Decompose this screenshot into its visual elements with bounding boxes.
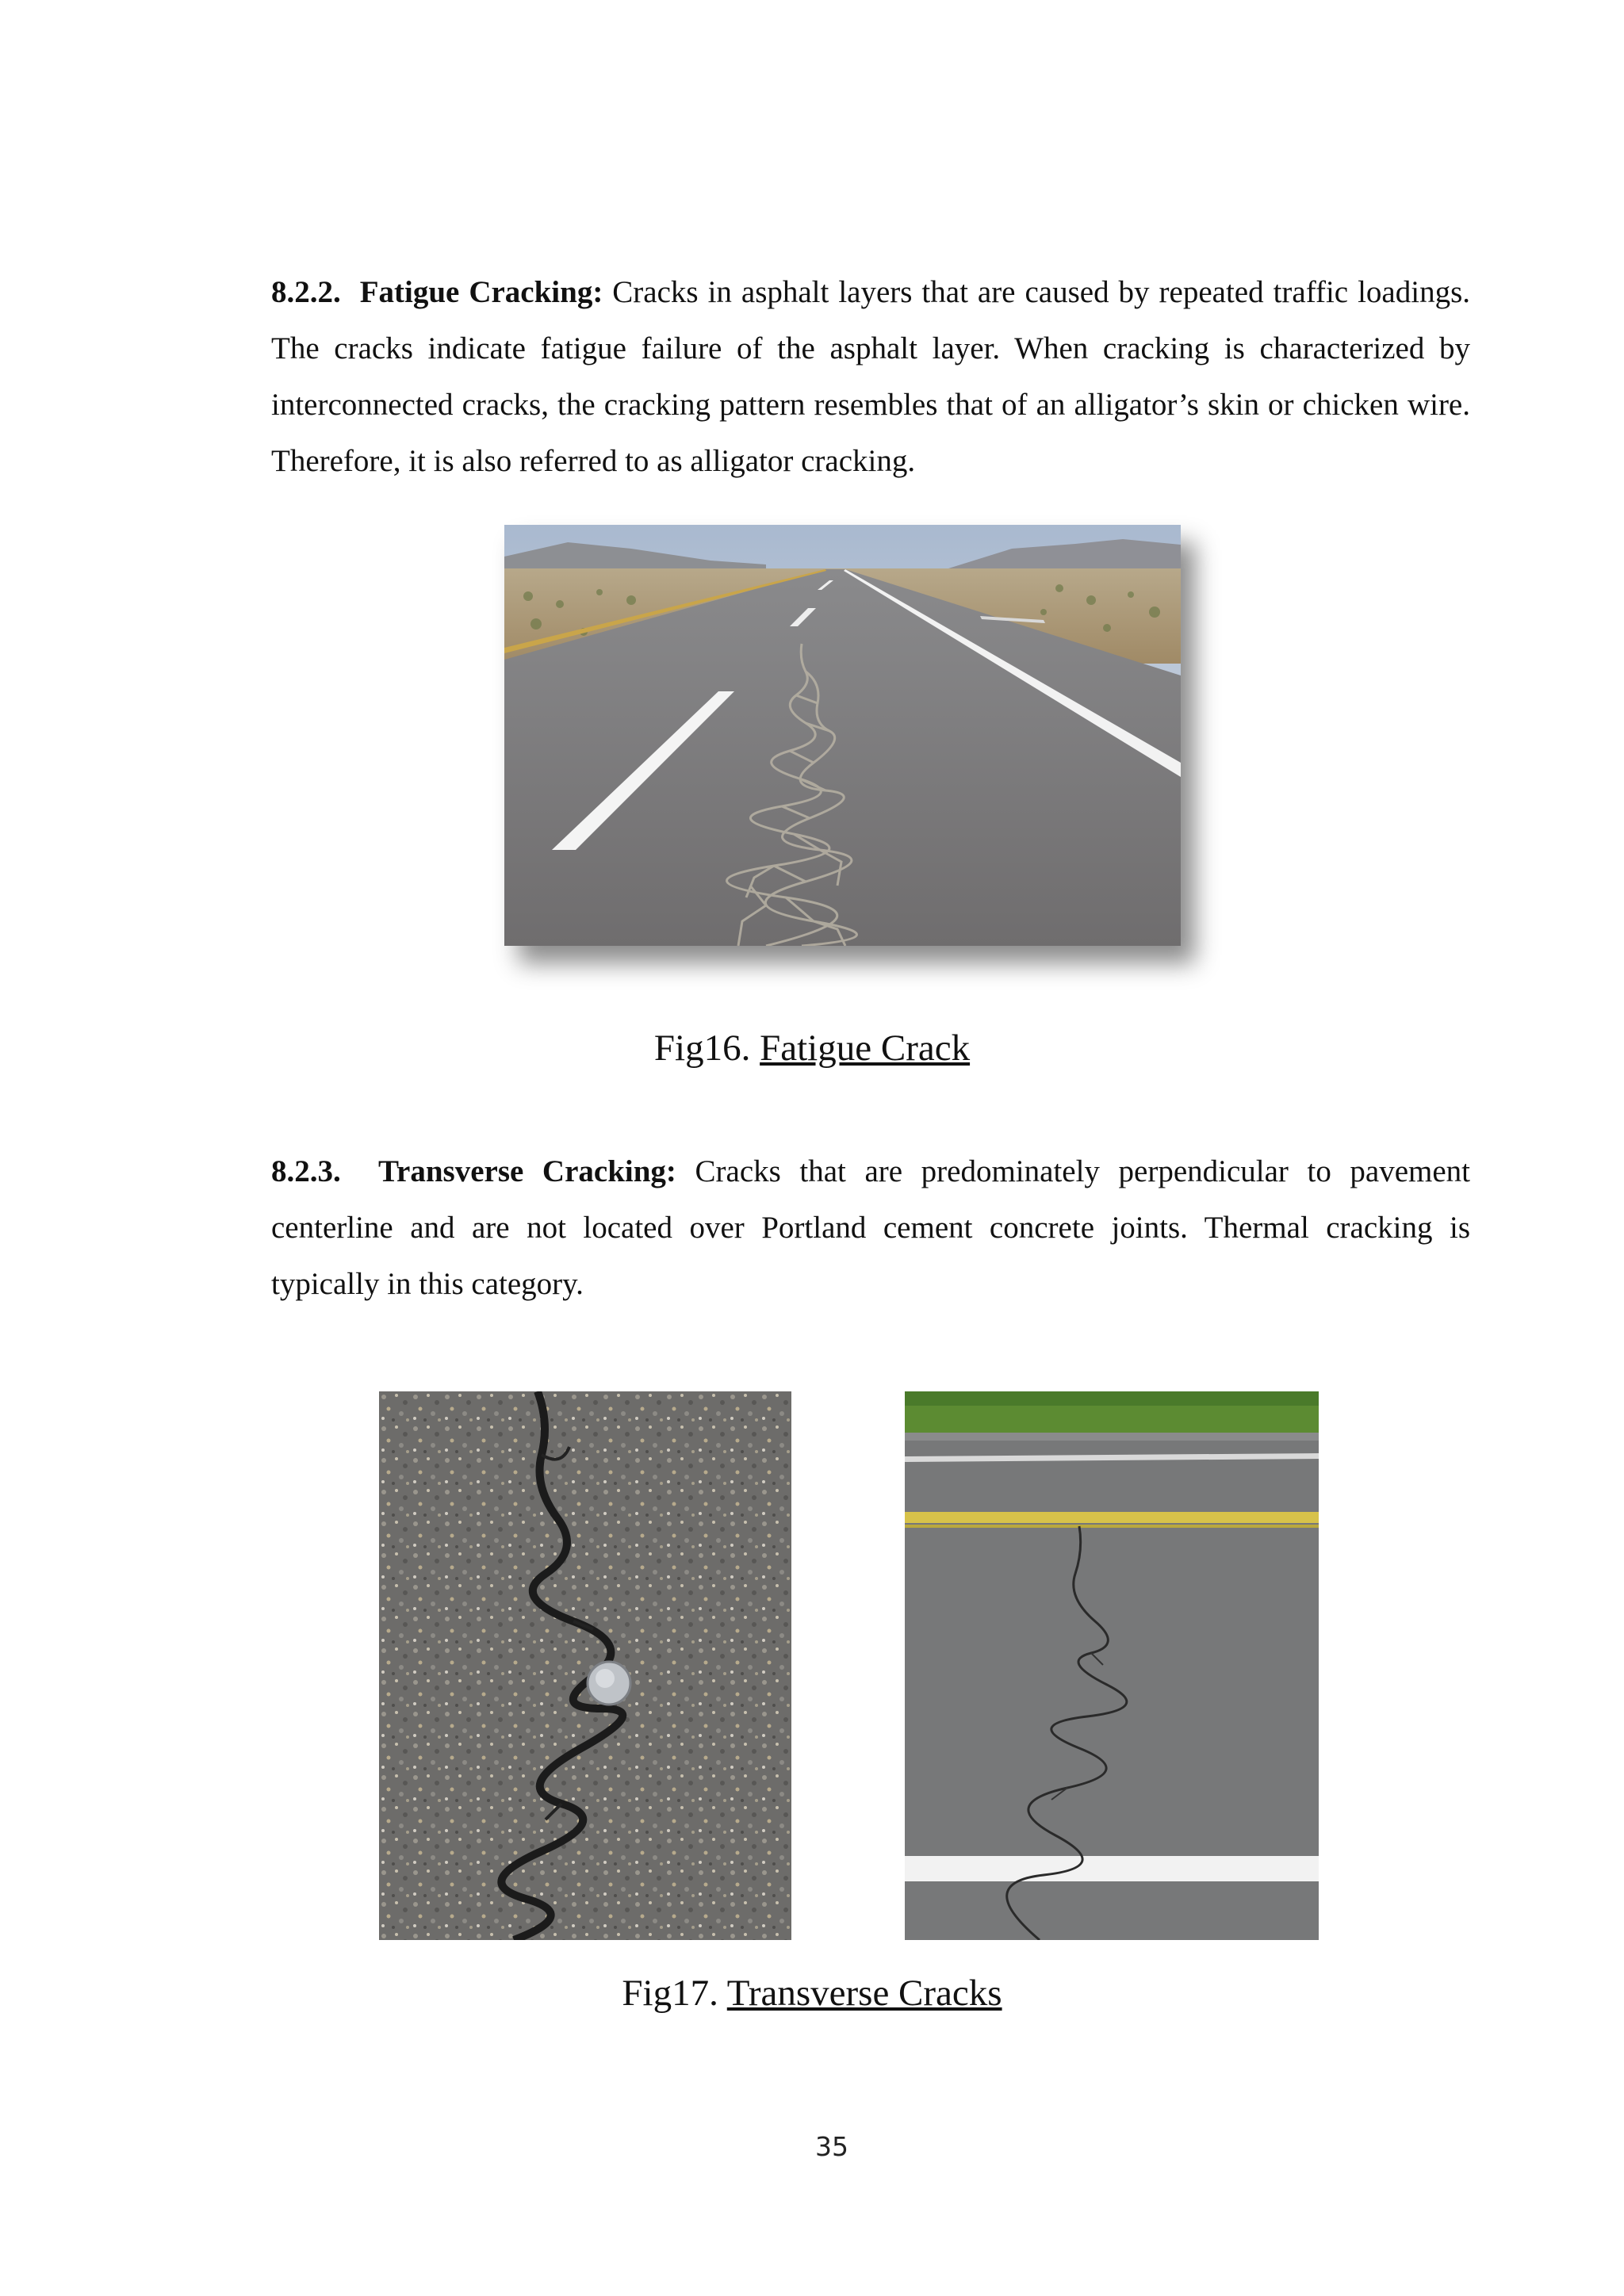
section-8-2-3-text: Cracks that are predominately perpendicular to pavement centerline and are not located over Portland cement concrete joints. Thermal cracking is typically in this category. (271, 1154, 1471, 1301)
fig17-title: Transverse Cracks (726, 1973, 1002, 2014)
transverse-crack-closeup-photo (379, 1391, 791, 1940)
section-8-2-3-paragraph (271, 1143, 1470, 1312)
section-8-2-2-paragraph (271, 264, 1470, 489)
transverse-crack-road-photo (905, 1391, 1319, 1940)
fig16-caption (0, 1027, 1624, 1070)
fig16-prefix: Fig16. (653, 1027, 751, 1069)
fatigue-crack-photo (504, 525, 1181, 946)
section-8-2-2-number: 8.2.2. (271, 275, 341, 309)
section-8-2-3-number: 8.2.3. (271, 1154, 341, 1188)
section-8-2-2-heading: Fatigue Cracking: (359, 275, 603, 309)
fig16-title: Fatigue Crack (760, 1027, 971, 1069)
section-8-2-3-heading: Transverse Cracking: (377, 1154, 676, 1188)
page-number: 35 (815, 2131, 848, 2162)
fig17-caption (0, 1972, 1624, 2015)
section-8-2-2-text: Cracks in asphalt layers that are caused by repeated traffic loadings. The cracks indicate fatigue failure of the asphalt layer. When cracking is characterized by interconnected cracks, the cracking pattern resembles that of an alligator’s skin or chicken wire. Therefore, it is also referred to as alligator cracking. (271, 275, 1470, 478)
fig17-prefix: Fig17. (622, 1973, 718, 2014)
